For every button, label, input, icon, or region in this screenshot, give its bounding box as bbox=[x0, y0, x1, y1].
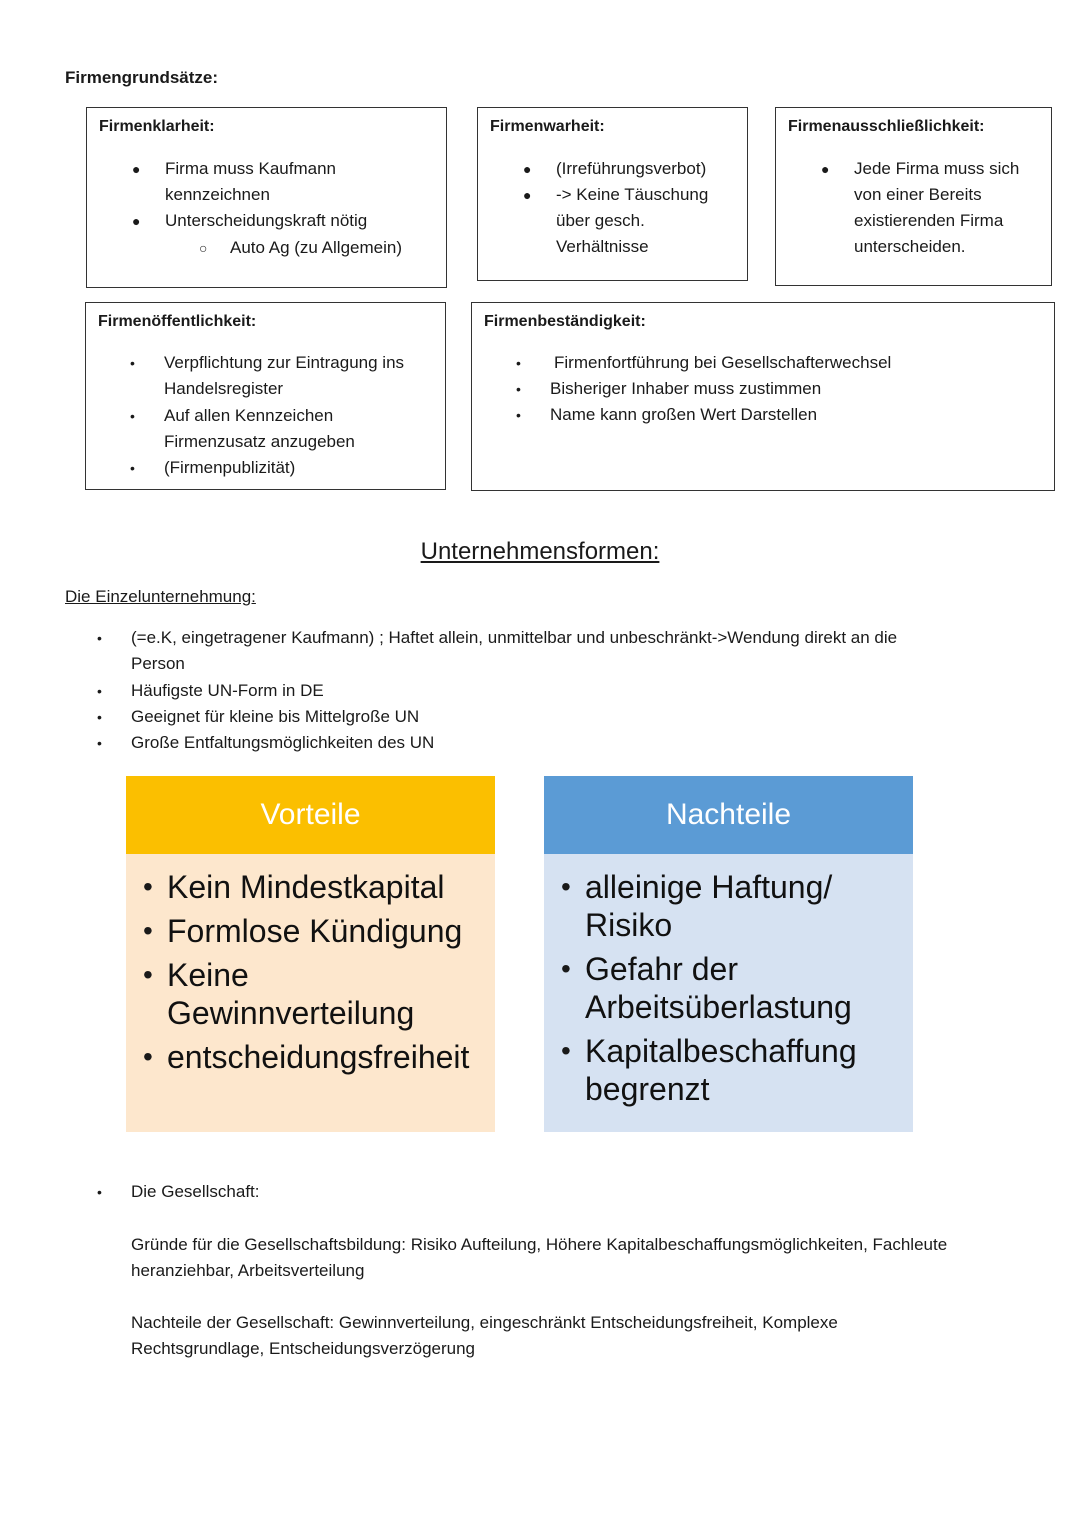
nachteile-item: Gefahr der Arbeitsüberlastung bbox=[585, 951, 852, 1025]
box-title: Firmenöffentlichkeit: bbox=[98, 313, 257, 330]
nachteile-body bbox=[544, 854, 913, 1132]
gesellschaft-gruende: Gründe für die Gesellschaftsbildung: Risiko Aufteilung, Höhere Kapitalbeschaffungsmöglichkeiten, Fachleute heranziehbar, Arbeitsverteilung bbox=[131, 1235, 948, 1280]
bullet-icon: • bbox=[143, 915, 153, 946]
bullet-icon: • bbox=[561, 1035, 571, 1066]
box-firmenbestaendigkeit bbox=[471, 302, 1055, 491]
list-item: Häufigste UN-Form in DE bbox=[131, 681, 324, 700]
bullet-icon: • bbox=[130, 460, 135, 476]
list-item: (=e.K, eingetragener Kaufmann) ; Haftet allein, unmittelbar und unbeschränkt->Wendung direkt an die Person bbox=[131, 628, 898, 673]
bullet-icon: • bbox=[516, 355, 521, 371]
box-firmenklarheit bbox=[86, 107, 447, 288]
bullet-icon: • bbox=[561, 953, 571, 984]
vorteile-body bbox=[126, 854, 495, 1132]
bullet-icon: ● bbox=[523, 187, 532, 203]
list-item: Geeignet für kleine bis Mittelgroße UN bbox=[131, 707, 420, 726]
nachteile-item: alleinige Haftung/ Risiko bbox=[585, 869, 833, 943]
bullet-icon: • bbox=[130, 408, 135, 424]
nachteile-header: Nachteile bbox=[544, 776, 913, 854]
bullet-icon: • bbox=[130, 355, 135, 371]
bullet-icon: • bbox=[516, 407, 521, 423]
list-item: Firma muss Kaufmann kennzeichnen bbox=[165, 159, 336, 204]
list-item: Auf allen Kennzeichen Firmenzusatz anzugeben bbox=[164, 406, 355, 451]
box-firmenwarheit bbox=[477, 107, 748, 281]
bullet-icon: ● bbox=[132, 161, 141, 177]
bullet-icon: • bbox=[516, 381, 521, 397]
box-title: Firmenwarheit: bbox=[490, 118, 605, 135]
list-item: Große Entfaltungsmöglichkeiten des UN bbox=[131, 733, 435, 752]
list-item: Name kann großen Wert Darstellen bbox=[550, 405, 818, 424]
list-item: Unterscheidungskraft nötig bbox=[165, 211, 368, 230]
list-item: Bisheriger Inhaber muss zustimmen bbox=[550, 379, 822, 398]
bullet-icon: • bbox=[97, 630, 102, 646]
nachteile-item: Kapitalbeschaffung begrenzt bbox=[585, 1033, 857, 1107]
bullet-icon: • bbox=[97, 1184, 102, 1200]
box-firmenoeffentlichkeit bbox=[85, 302, 446, 490]
box-title: Firmenbeständigkeit: bbox=[484, 313, 646, 330]
bullet-icon: • bbox=[97, 709, 102, 725]
vorteile-item: entscheidungsfreiheit bbox=[167, 1039, 470, 1075]
bullet-icon: • bbox=[143, 871, 153, 902]
circle-bullet-icon: ○ bbox=[199, 240, 208, 256]
bullet-icon: • bbox=[561, 871, 571, 902]
box-title: Firmenausschließlichkeit: bbox=[788, 118, 985, 135]
bullet-icon: • bbox=[143, 959, 153, 990]
vorteile-item: Kein Mindestkapital bbox=[167, 869, 445, 905]
sub-list-item: Auto Ag (zu Allgemein) bbox=[230, 238, 402, 257]
box-firmenausschliesslichkeit bbox=[775, 107, 1052, 286]
gesellschaft-nachteile: Nachteile der Gesellschaft: Gewinnverteilung, eingeschränkt Entscheidungsfreiheit, Komplexe Rechtsgrundlage, Entscheidungsverzögerung bbox=[131, 1313, 838, 1358]
bullet-icon: • bbox=[97, 735, 102, 751]
list-item: (Firmenpublizität) bbox=[164, 458, 296, 477]
bullet-icon: ● bbox=[821, 161, 830, 177]
vorteile-item: Formlose Kündigung bbox=[167, 913, 463, 949]
vorteile-item: Keine Gewinnverteilung bbox=[167, 957, 415, 1031]
bullet-icon: ● bbox=[132, 213, 141, 229]
list-item: (Irreführungsverbot) bbox=[556, 159, 707, 178]
vorteile-header: Vorteile bbox=[126, 776, 495, 854]
page-heading: Firmengrundsätze: bbox=[65, 68, 219, 87]
list-item: Firmenfortführung bei Gesellschafterwechsel bbox=[554, 353, 892, 372]
gesellschaft-heading: Die Gesellschaft: bbox=[131, 1182, 260, 1201]
list-item: Jede Firma muss sich von einer Bereits existierenden Firma unterscheiden. bbox=[854, 159, 1020, 256]
section-title: Unternehmensformen: bbox=[420, 538, 660, 565]
einzel-heading: Die Einzelunternehmung: bbox=[65, 587, 256, 606]
list-item: -> Keine Täuschung über gesch. Verhältnisse bbox=[556, 185, 709, 256]
bullet-icon: • bbox=[97, 683, 102, 699]
list-item: Verpflichtung zur Eintragung ins Handelsregister bbox=[164, 353, 405, 398]
box-title: Firmenklarheit: bbox=[99, 118, 215, 135]
bullet-icon: • bbox=[143, 1041, 153, 1072]
bullet-icon: ● bbox=[523, 161, 532, 177]
